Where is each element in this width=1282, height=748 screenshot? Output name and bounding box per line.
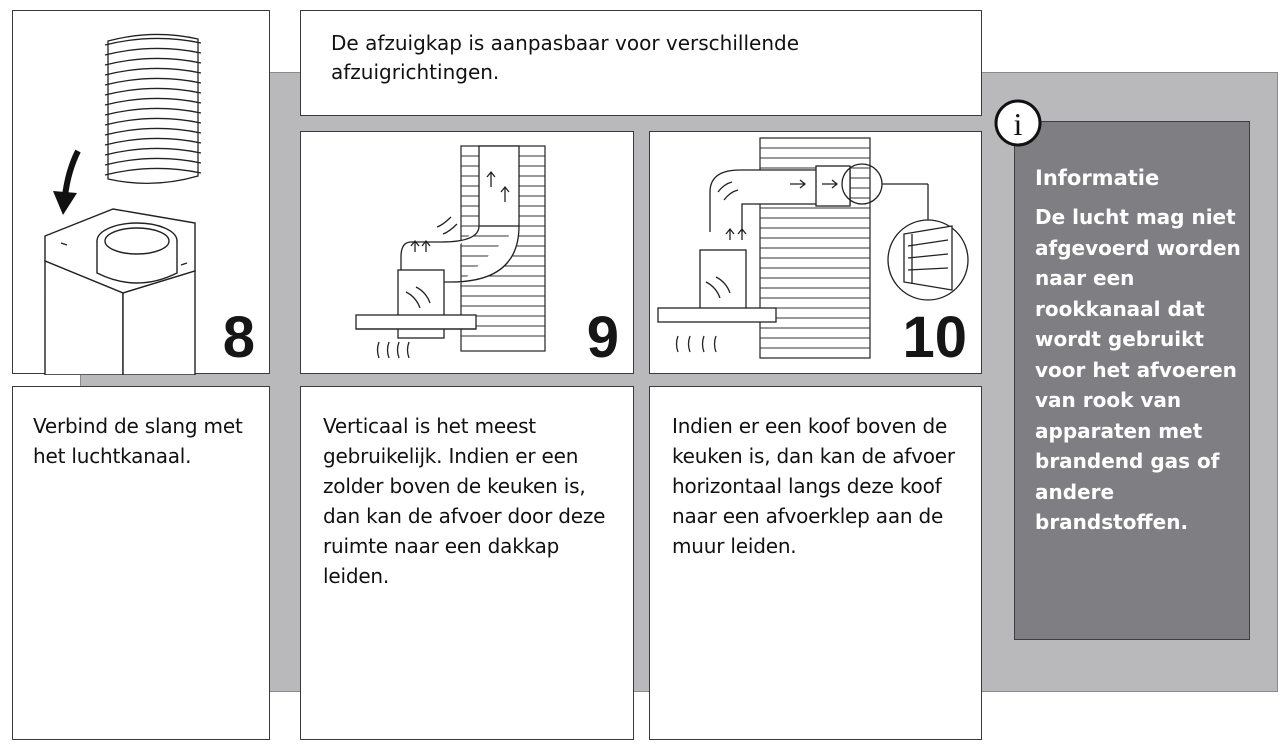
step-9-text-panel bbox=[300, 386, 634, 740]
header-text: De afzuigkap is aanpasbaar voor verschillende afzuigrichtingen. bbox=[331, 31, 799, 84]
info-title: Informatie bbox=[1035, 166, 1160, 190]
step-description: Verbind de slang met het luchtkanaal. bbox=[33, 414, 243, 468]
header-panel bbox=[300, 10, 982, 116]
step-number: 10 bbox=[902, 305, 967, 370]
info-icon bbox=[993, 98, 1043, 148]
step-number: 8 bbox=[222, 305, 255, 370]
info-box bbox=[1014, 121, 1250, 640]
step-8-text-panel bbox=[12, 386, 270, 740]
info-icon-letter: i bbox=[1013, 106, 1023, 142]
step-number: 9 bbox=[586, 305, 619, 370]
vertical-exhaust-illustration bbox=[301, 132, 635, 375]
info-body: De lucht mag niet afgevoerd worden naar een rookkanaal dat wordt gebruikt voor het afvoeren van rook van apparaten met brandend gas of andere brandstoffen. bbox=[1035, 205, 1241, 534]
step-description: Indien er een koof boven de keuken is, dan kan de afvoer horizontaal langs deze koof naar een afvoerklep aan de muur leiden. bbox=[672, 414, 955, 558]
step-10-text-panel bbox=[649, 386, 982, 740]
step-description: Verticaal is het meest gebruikelijk. Indien er een zolder boven de keuken is, dan kan de afvoer door deze ruimte naar een dakkap leiden. bbox=[323, 414, 606, 588]
step-8-illustration-panel bbox=[12, 10, 270, 374]
step-10-illustration-panel bbox=[649, 131, 982, 374]
step-9-illustration-panel bbox=[300, 131, 634, 374]
